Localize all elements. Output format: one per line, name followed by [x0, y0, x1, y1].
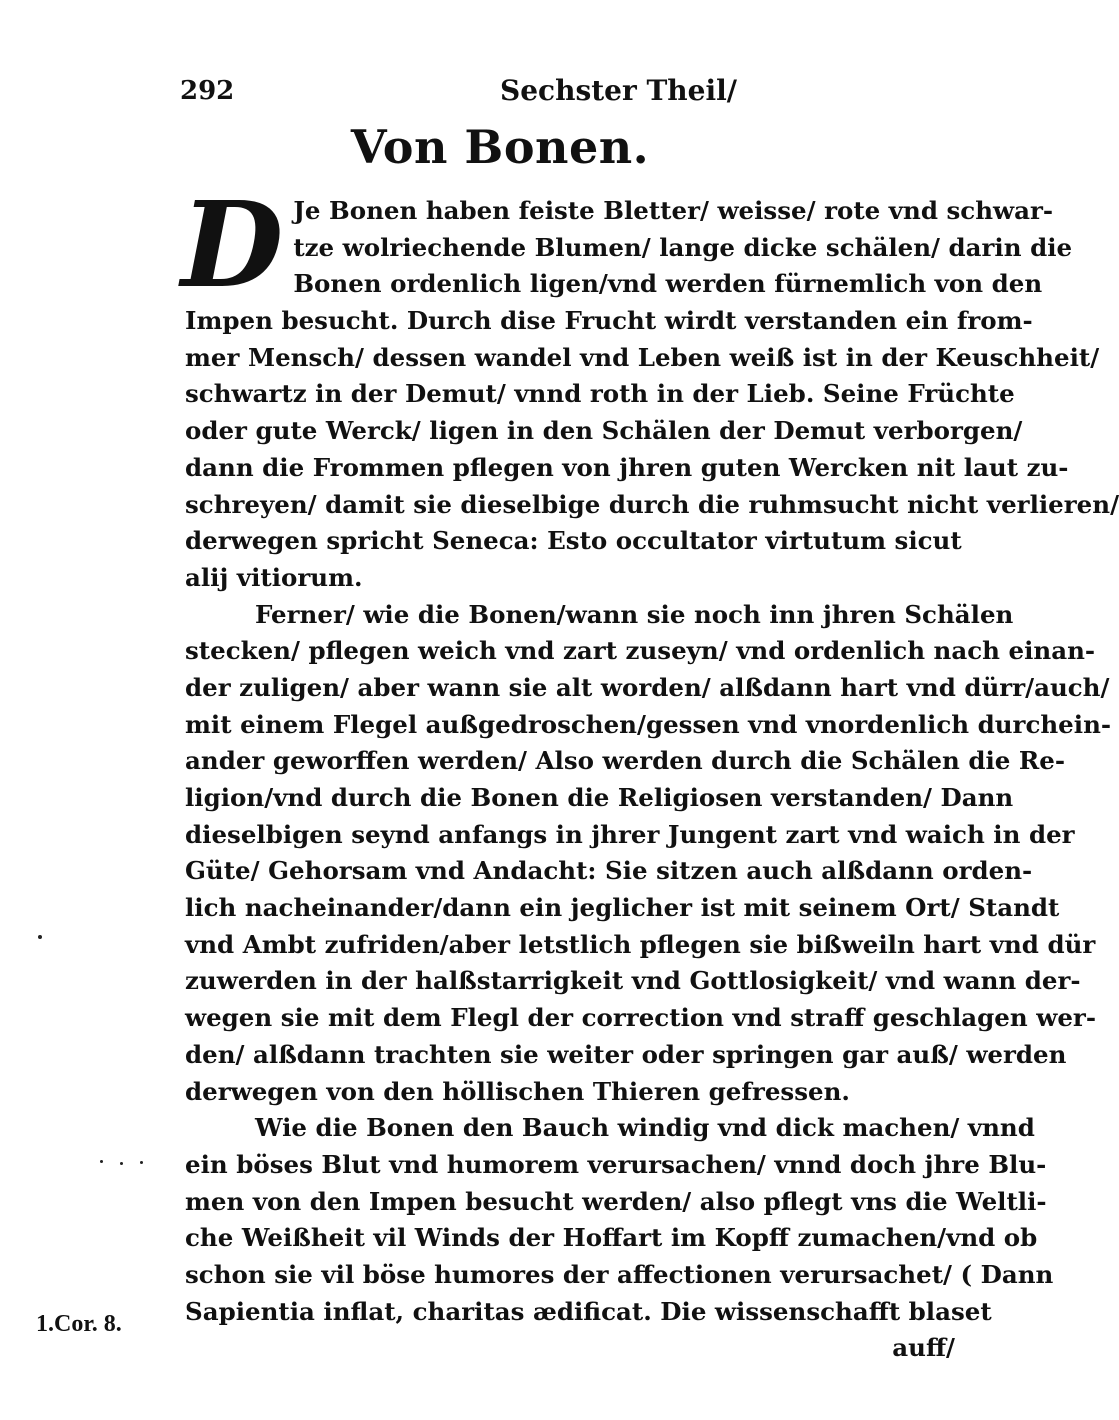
text-line: Güte/ Gehorsam vnd Andacht: Sie sitzen auch alßdann orden- — [185, 856, 1033, 886]
page-number: 292 — [180, 76, 235, 106]
text-line: men von den Impen besucht werden/ also pflegt vns die Weltli- — [185, 1186, 1047, 1216]
ink-speck — [120, 1162, 123, 1165]
paragraph-2 — [185, 597, 1112, 1111]
text-line: Ferner/ wie die Bonen/wann sie noch inn jhren Schälen — [255, 599, 1014, 629]
text-line: den/ alßdann trachten sie weiter oder springen gar auß/ werden — [185, 1039, 1067, 1069]
text-line: che Weißheit vil Winds der Hoffart im Kopff zumachen/vnd ob — [185, 1223, 1038, 1253]
text-line: stecken/ pflegen weich vnd zart zuseyn/ vnd ordenlich nach einan- — [185, 636, 1096, 666]
text-line: lich nacheinander/dann ein jeglicher ist mit seinem Ort/ Standt — [185, 893, 1060, 923]
text-line: Wie die Bonen den Bauch windig vnd dick machen/ vnnd — [255, 1113, 1035, 1143]
catchword: auff/ — [892, 1333, 955, 1363]
ink-speck — [38, 935, 42, 939]
margin-note: 1.Cor. 8. — [36, 1311, 122, 1337]
text-line: dieselbigen seynd anfangs in jhrer Jungent zart vnd waich in der — [185, 819, 1075, 849]
text-line: zuwerden in der halßstarrigkeit vnd Gottlosigkeit/ vnd wann der- — [185, 966, 1081, 996]
text-line: Impen besucht. Durch dise Frucht wirdt verstanden ein from- — [185, 306, 1033, 336]
text-line: derwegen spricht Seneca: Esto occultator virtutum sicut — [185, 526, 962, 556]
text-line: mer Mensch/ dessen wandel vnd Leben weiß ist in der Keuschheit/ — [185, 342, 1100, 372]
text-line: mit einem Flegel außgedroschen/gessen vnd vnordenlich durchein- — [185, 709, 1112, 739]
text-line: schon sie vil böse humores der affectionen verursachet/ ( Dann — [185, 1259, 1054, 1289]
text-line: oder gute Werck/ ligen in den Schälen der Demut verborgen/ — [185, 416, 1023, 446]
text-line: schwartz in der Demut/ vnnd roth in der Lieb. Seine Früchte — [185, 379, 1015, 409]
text-line: dann die Frommen pflegen von jhren guten Wercken nit laut zu- — [185, 452, 1069, 482]
text-line: ein böses Blut vnd humorem verursachen/ vnnd doch jhre Blu- — [185, 1149, 1047, 1179]
text-line: schreyen/ damit sie dieselbige durch die ruhmsucht nicht verlieren/ — [185, 489, 1119, 519]
body-text — [181, 175, 1119, 1367]
running-head: Sechster Theil/ — [500, 74, 737, 107]
text-line: ligion/vnd durch die Bonen die Religiosen verstanden/ Dann — [185, 783, 1014, 812]
text-line: derwegen von den höllischen Thieren gefressen. — [185, 1076, 850, 1106]
text-line: der zuligen/ aber wann sie alt worden/ alßdann hart vnd dürr/auch/ — [185, 672, 1110, 702]
paragraph-3 — [185, 1110, 1054, 1367]
text-line: tze wolriechende Blumen/ lange dicke schälen/ darin die — [293, 232, 1073, 262]
paragraph-1 — [181, 175, 1119, 597]
text-line: alij vitiorum. — [185, 562, 363, 592]
text-line: Je Bonen haben feiste Bletter/ weisse/ rote vnd schwar- — [293, 196, 1054, 225]
ink-speck — [140, 1161, 143, 1164]
text-line: Sapientia inflat, charitas ædificat. Die wissenschafft blaset — [185, 1296, 992, 1326]
text-line: Bonen ordenlich ligen/vnd werden fürnemlich von den — [293, 269, 1043, 299]
page-header — [0, 70, 1000, 110]
text-line: vnd Ambt zufriden/aber letstlich pflegen sie bißweiln hart vnd dür — [185, 929, 1096, 959]
chapter-title: Von Bonen. — [350, 120, 650, 174]
text-line: wegen sie mit dem Flegl der correction vnd straff geschlagen wer- — [185, 1003, 1096, 1033]
drop-cap: D — [181, 175, 284, 314]
ink-speck — [100, 1160, 103, 1163]
text-line: ander geworffen werden/ Also werden durch die Schälen die Re- — [185, 746, 1066, 776]
